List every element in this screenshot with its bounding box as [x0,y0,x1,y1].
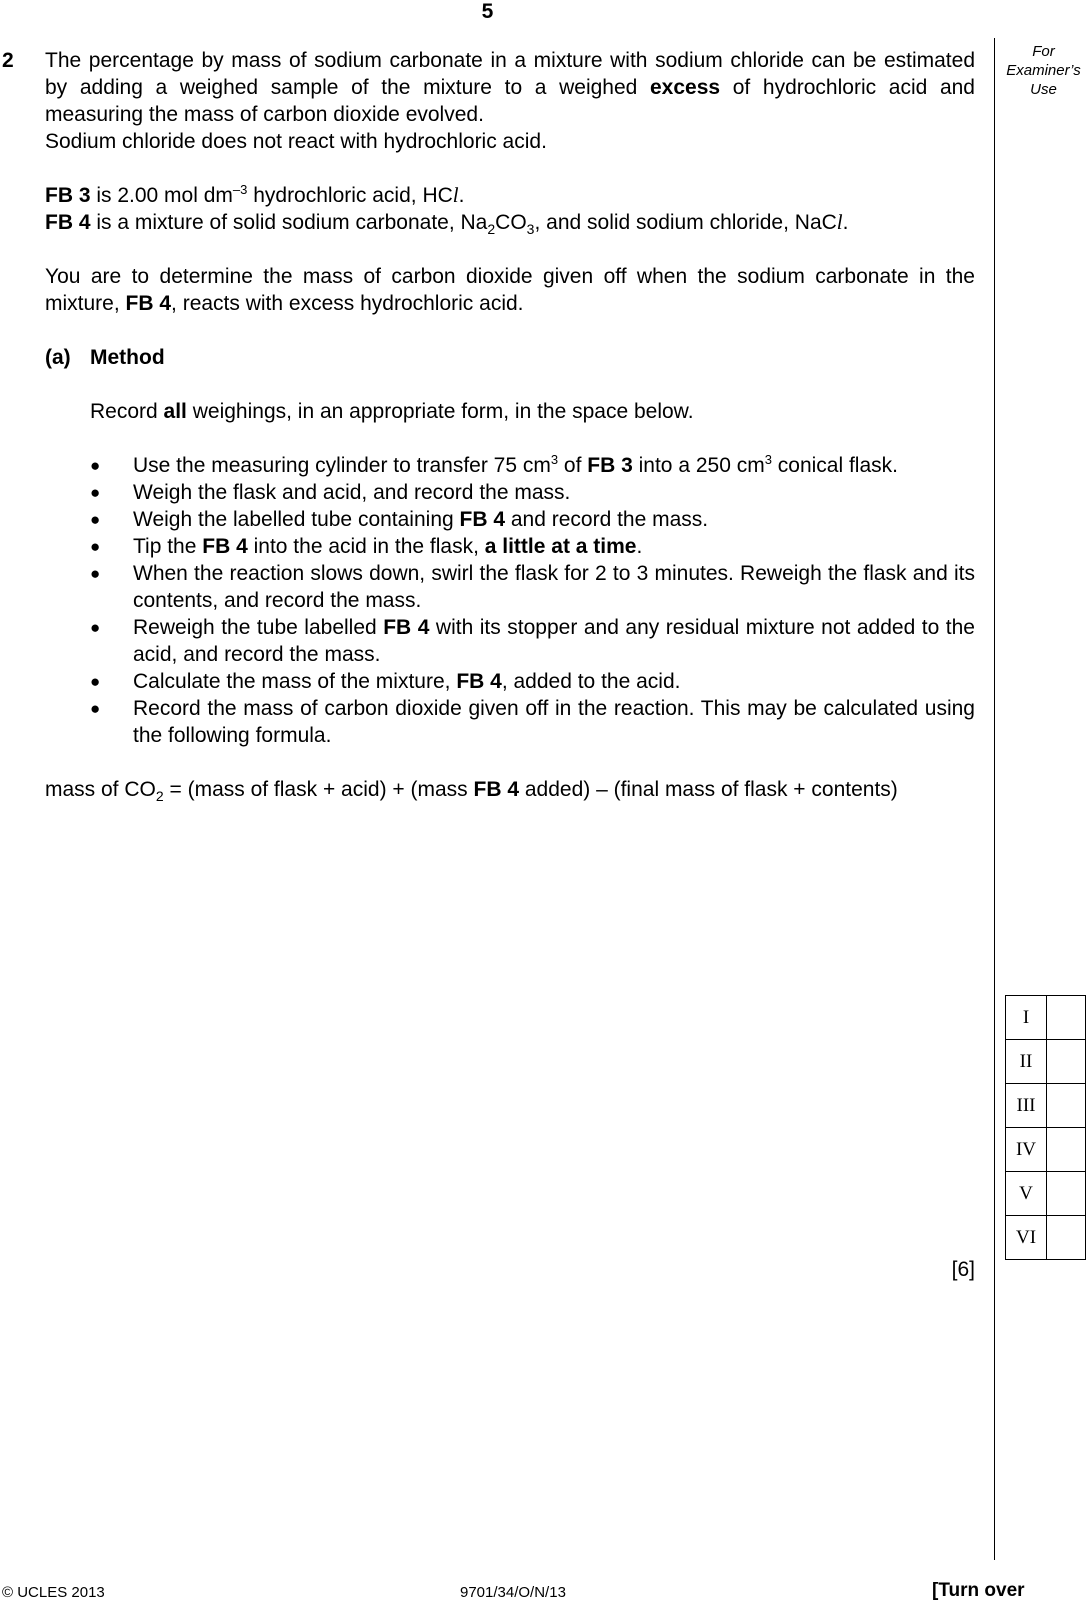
examiner-margin-rule [994,38,995,1560]
examiner-use-note [998,42,1089,99]
mark-grid-label: V [1006,1172,1047,1216]
question-body [45,47,975,803]
intro-paragraph: The percentage by mass of sodium carbonate in a mixture with sodium chloride can be estimated by adding a weighed sample of the mixture to a weighed excess of hydrochloric acid and measuring the mass of carbon dioxide evolved. [45,49,975,126]
method-step: ● Tip the FB 4 into the acid in the flask, a little at a time. [90,535,643,558]
task-paragraph: You are to determine the mass of carbon dioxide given off when the sodium carbonate in the mixture, FB 4, reacts with excess hydrochloric acid. [45,265,975,315]
method-step: ● Reweigh the tube labelled FB 4 with its stopper and any residual mixture not added to the acid, and record the mass. [90,616,975,666]
marks-allocation: [6] [951,1258,975,1281]
method-step: ● When the reaction slows down, swirl the flask for 2 to 3 minutes. Reweigh the flask and its contents, and record the mass. [90,562,975,612]
mark-grid-box[interactable] [1047,1172,1086,1216]
mark-grid-label: II [1006,1040,1047,1084]
mark-grid-label: IV [1006,1128,1047,1172]
intro-note: Sodium chloride does not react with hydrochloric acid. [45,130,547,153]
examiner-use-line-2: Examiner’s [1006,62,1081,79]
part-a-heading: (a) Method [45,346,165,369]
method-step: ● Use the measuring cylinder to transfer 75 $cm^3$ of FB 3 into a 250 $cm^3$ conical flask. [90,452,898,477]
examiner-use-line-1: For [1032,43,1055,60]
question-number: 2 [2,49,14,72]
copyright: © UCLES 2013 [2,1584,105,1601]
method-step: ● Weigh the flask and acid, and record the mass. [90,481,571,504]
paper-code: 9701/34/O/N/13 [460,1584,566,1601]
fb3-description: FB 3 is 2.00 mol $dm^{-3}$ hydrochloric acid, HCl. [45,182,465,207]
mark-grid-label: VI [1006,1216,1047,1260]
turn-over: [Turn over [932,1580,1025,1601]
mark-grid-label: I [1006,996,1047,1040]
method-steps [45,452,975,749]
mark-grid [1005,995,1086,1260]
co2-formula: mass of $CO_2$ = (mass of flask + acid) + (mass FB 4 added) – (final mass of flask + contents) [45,778,898,804]
mark-grid-box[interactable] [1047,1084,1086,1128]
mark-grid-box[interactable] [1047,1128,1086,1172]
fb4-description: FB 4 is a mixture of solid sodium carbonate, $Na_2CO_3$, and solid sodium chloride, NaCl. [45,210,849,237]
mark-grid-box[interactable] [1047,1216,1086,1260]
examiner-use-line-3: Use [1030,81,1057,98]
method-step: ● Weigh the labelled tube containing FB 4 and record the mass. [90,508,709,531]
method-step: ● Record the mass of carbon dioxide given off in the reaction. This may be calculated using the following formula. [90,697,975,747]
mark-grid-box[interactable] [1047,996,1086,1040]
page-number: 5 [481,0,494,23]
record-instruction: Record all weighings, in an appropriate form, in the space below. [90,400,694,423]
method-step: ● Calculate the mass of the mixture, FB 4, added to the acid. [90,670,681,693]
mark-grid-label: III [1006,1084,1047,1128]
mark-grid-box[interactable] [1047,1040,1086,1084]
